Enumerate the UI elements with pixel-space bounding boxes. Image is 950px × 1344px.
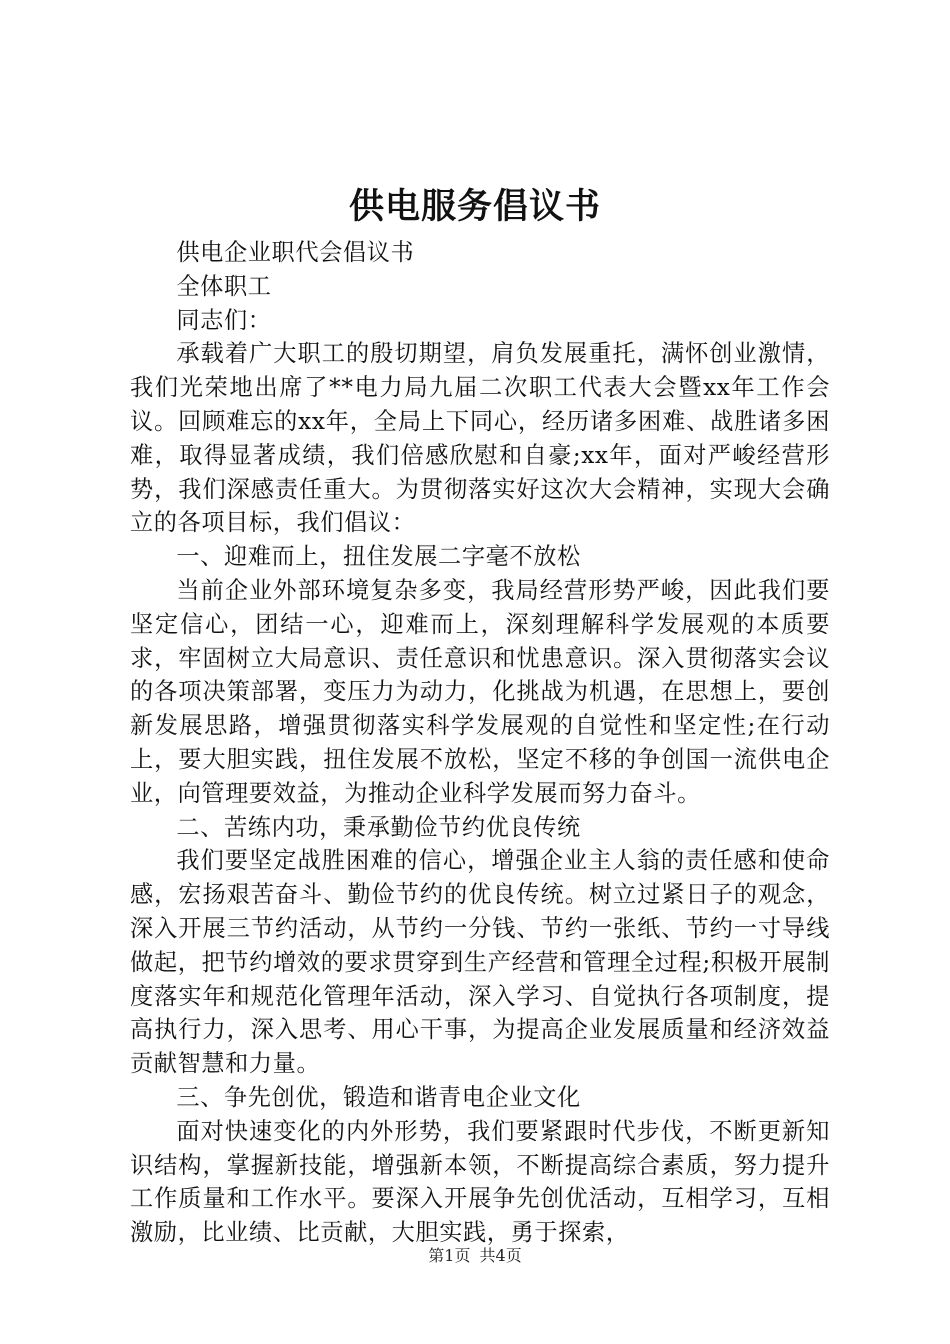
section-body-1: 当前企业外部环境复杂多变，我局经营形势严峻，因此我们要坚定信心，团结一心，迎难而上，深刻理解科学发展观的本质要求，牢固树立大局意识、责任意识和忧患意识。深入贯彻落实会议的各项决策部署，变压力为动力，化挑战为机遇，在思想上，要创新发展思路，增强贯彻落实科学发展观的自觉性和坚定性;在行动上，要大胆实践，扭住发展不放松，坚定不移的争创国一流供电企业，向管理要效益，为推动企业科学发展而努力奋斗。 xyxy=(130,576,830,807)
paragraph-salutation: 同志们： xyxy=(176,306,272,334)
section-heading-3: 三、争先创优，锻造和谐青电企业文化 xyxy=(176,1083,581,1111)
page-total: 共4页 xyxy=(479,1246,522,1265)
paragraph-intro: 承载着广大职工的殷切期望，肩负发展重托，满怀创业激情，我们光荣地出席了**电力局九届二次职工代表大会暨xx年工作会议。回顾难忘的xx年，全局上下同心，经历诸多困难、战胜诸多困难，取得显著成绩，我们倍感欣慰和自豪;xx年，面对严峻经营形势，我们深感责任重大。为贯彻落实好这次大会精神，实现大会确立的各项目标，我们倡议： xyxy=(130,340,830,537)
section-body-3: 面对快速变化的内外形势，我们要紧跟时代步伐，不断更新知识结构，掌握新技能，增强新本领，不断提高综合素质，努力提升工作质量和工作水平。要深入开展争先创优活动，互相学习，互相激励，比业绩、比贡献，大胆实践，勇于探索， xyxy=(130,1117,830,1247)
section-heading-2: 二、苦练内功，秉承勤俭节约优良传统 xyxy=(176,813,581,841)
page-number: 第1页 xyxy=(428,1246,471,1265)
document-body xyxy=(130,236,830,1250)
paragraph-subtitle: 供电企业职代会倡议书 xyxy=(176,239,415,266)
page-footer xyxy=(0,1244,950,1268)
section-heading-1: 一、迎难而上，扭住发展二字毫不放松 xyxy=(176,543,581,571)
document-title: 供电服务倡议书 xyxy=(348,186,601,227)
paragraph-addressee: 全体职工 xyxy=(176,272,272,300)
section-body-2: 我们要坚定战胜困难的信心，增强企业主人翁的责任感和使命感，宏扬艰苦奋斗、勤俭节约的优良传统。树立过紧日子的观念，深入开展三节约活动，从节约一分钱、节约一张纸、节约一寸导线做起，把节约增效的要求贯穿到生产经营和管理全过程;积极开展制度落实年和规范化管理年活动，深入学习、自觉执行各项制度，提高执行力，深入思考、用心干事，为提高企业发展质量和经济效益贡献智慧和力量。 xyxy=(130,847,830,1078)
